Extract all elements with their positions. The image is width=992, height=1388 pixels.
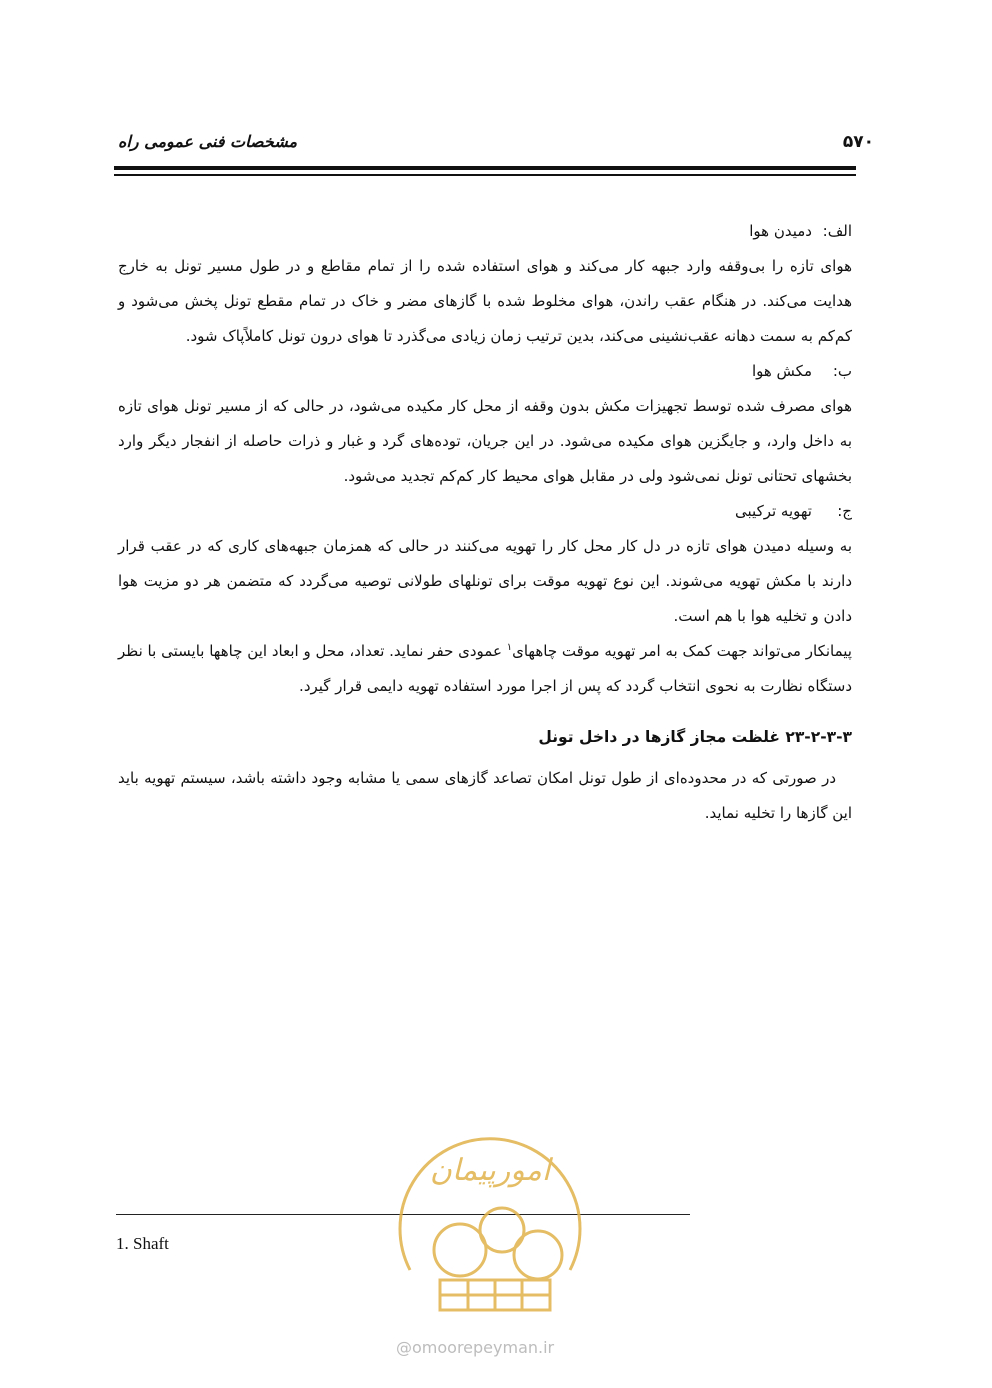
footnote: 1. Shaft	[116, 1234, 169, 1253]
item-a-title: دمیدن هوا	[749, 222, 812, 240]
contractor-text-1: پیمانکار می‌تواند جهت کمک به امر تهویه موقت چاههای	[512, 642, 852, 660]
header-rule-thin	[114, 174, 856, 176]
section-paragraph: در صورتی که در محدوده‌ای از طول تونل امکان تصاعد گازهای سمی یا مشابه وجود داشته باشد، سیستم تهویه باید این گازها را تخلیه نماید.	[118, 769, 852, 822]
item-b-marker: ب:	[832, 362, 852, 380]
running-title: مشخصات فنی عمومی راه	[118, 132, 298, 151]
item-b-title: مکش هوا	[751, 362, 812, 380]
body-text	[118, 214, 852, 831]
footnote-reference: ۱	[506, 642, 513, 653]
item-c-title: تهویه ترکیبی	[735, 502, 812, 520]
header-rule-thick	[114, 166, 856, 170]
item-c-paragraph: به وسیله دمیدن هوای تازه در دل کار محل کار را تهویه می‌کنند در حالی که همزمان جبهه‌های کاری که در عقب قرار دارند با مکش تهویه می‌شوند. این نوع تهویه موقت برای تونلهای طولانی توصیه می‌گردد که متضمن هر دو مزیت هوا دادن و تخلیه هوا با هم است.	[118, 537, 852, 625]
item-b-paragraph: هوای مصرف شده توسط تجهیزات مکش بدون وقفه از محل کار مکیده می‌شود، در حالی که از مسیر تونل هوای تازه به داخل وارد، و جایگزین هوای مکیده می‌شود. در این جریان، توده‌های گرد و غبار و ذرات حاصله از انفجار دیگر وارد بخشهای تحتانی تونل نمی‌شود ولی در مقابل هوای محیط کار کم‌کم تجدید می‌شود.	[118, 397, 852, 485]
item-a-marker: الف:	[822, 222, 852, 240]
contractor-paragraph	[118, 634, 852, 704]
page-number: ۵۷۰	[842, 132, 874, 152]
watermark-url: @omoorepeyman.ir	[396, 1338, 555, 1357]
item-a-heading	[118, 214, 852, 249]
contractor-text-2: عمودی حفر نماید. تعداد، محل و ابعاد این چاهها بایستی با نظر دستگاه نظارت به نحوی انتخاب گردد که پس از اجرا مورد استفاده تهویه دایمی قرار گیرد.	[118, 642, 852, 695]
item-c-heading	[118, 494, 852, 529]
section-heading: ۲۳-۲-۳-۳ غلظت مجاز گازها در داخل تونل	[538, 728, 852, 746]
item-c-marker: ج:	[837, 502, 852, 520]
watermark-logo-text: امورپیمان	[429, 1153, 551, 1188]
item-b-heading	[118, 354, 852, 389]
item-a-paragraph: هوای تازه را بی‌وقفه وارد جبهه کار می‌کند و هوای استفاده شده را از تمام مقاطع و در طول مسیر تونل به خارج هدایت می‌کند. در هنگام عقب راندن، هوای مخلوط شده با گازهای مضر و خاک در تمام مقطع تونل پخش می‌شود و کم‌کم به سمت دهانه عقب‌نشینی می‌کند، بدین ترتیب زمان زیادی می‌گذرد تا هوای درون تونل کاملاًپاک شود.	[118, 257, 852, 345]
watermark-logo	[380, 1120, 600, 1320]
